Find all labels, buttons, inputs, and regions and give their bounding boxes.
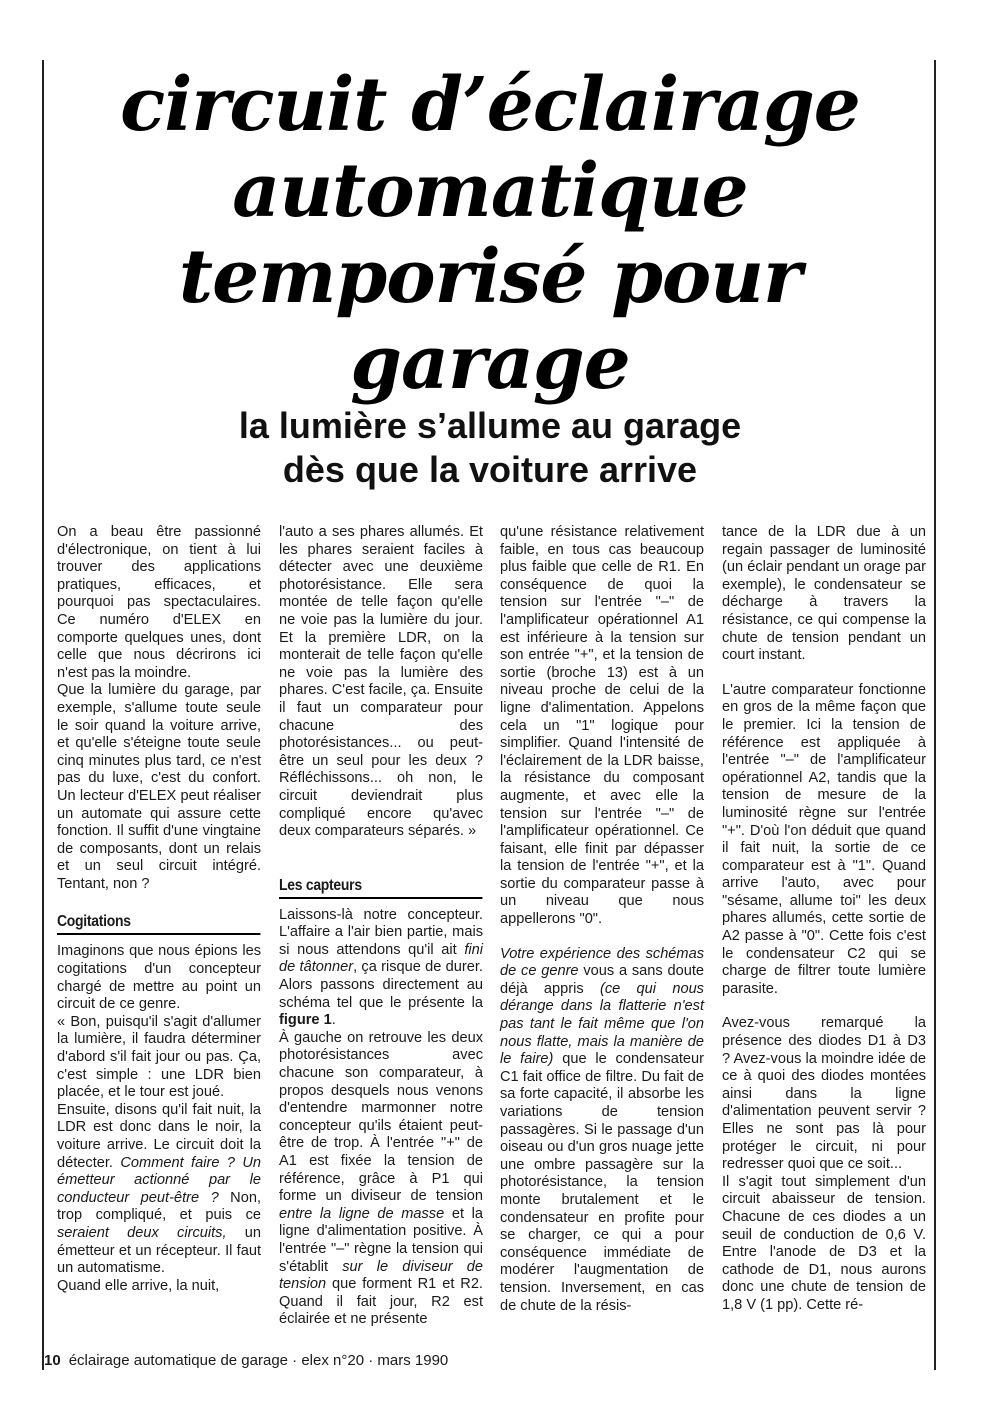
right-margin-rule [934,60,936,1370]
footer-text: éclairage automatique de garage · elex n°20 · mars 1990 [68,1352,449,1369]
paragraph: Laissons-là notre concepteur. L'affaire a l'air bien partie, mais si nous attendons qu'il ait fini de tâtonner, ça risque de durer. Alors passons directement au schéma tel que le présente la figure 1. [279,906,483,1029]
paragraph: À gauche on retrouve les deux photorésistances avec chacune son comparateur, à propos desquels nous venons d'entendre marmonner notre concepteur qu'ils étaient peut-être de trop. À l'entrée "+" de A1 est fixée la tension de référence, grâce à P1 qui forme un diviseur de tension entre la ligne de masse et la ligne d'alimentation positive. À l'entrée "–" règne la tension qui s'établit sur le diviseur de tension que forment R1 et R2. Quand il fait jour, R2 est éclairée et ne présente [279,1029,484,1328]
page-number: 10 [44,1352,61,1369]
section-heading-capteurs: Les capteurs [279,877,483,899]
text-column-2 [279,524,483,1329]
paragraph: Que la lumière du garage, par exemple, s'allume toute seule le soir quand la voiture arrive, et qu'elle s'éteigne toute seule cinq minutes plus tard, ce n'est pas du luxe, c'est du confort. Un lecteur d'ELEX peut réaliser un automate qui assure cette fonction. Il suffit d'une vingtaine de composants, dont un relais et un seul circuit intégré. Tentant, non ? [57,682,261,892]
page-footer [44,1352,448,1369]
left-margin-rule [42,60,44,1370]
title-line-1: circuit d’éclairage [120,62,860,148]
paragraph: « Bon, puisqu'il s'agit d'allumer la lumière, il faudra déterminer d'abord s'il fait jour ou pas. Ça, c'est simple : une LDR bien placée, et le tour est joué. [57,1013,261,1101]
title-line-3: temporisé pour [178,234,802,320]
section-heading-cogitations: Cogitations [57,913,261,935]
paragraph: Il s'agit tout simplement d'un circuit abaisseur de tension. Chacune de ces diodes a un seuil de conduction de 0,6 V. Entre l'anode de D3 et la cathode de D1, nous aurons donc une chute de tension de 1,8 V (1 pp). Cette ré- [722,1173,926,1313]
subtitle-line-1: la lumière s’allume au garage [238,405,742,446]
paragraph: Ensuite, disons qu'il fait nuit, la LDR est donc dans le noir, la voiture arrive. Le circuit doit la détecter. Comment faire ? Un émetteur actionné par le conducteur peut-être ? Non, trop compliqué, et puis ce seraient deux circuits, un émetteur et un récepteur. Il faut un automatisme. [57,1101,261,1277]
paragraph: qu'une résistance relativement faible, en tous cas beaucoup plus faible que celle de R1. En conséquence de quoi la tension sur l'entrée "–" de l'amplificateur opérationnel A1 est inférieure à la tension sur son entrée "+", et la tension de sortie (broche 13) est à un niveau proche de celui de la ligne d'alimentation. Appelons cela un "1" logique pour simplifier. Quand l'intensité de l'éclairement de la LDR baisse, la résistance du composant augmente, et avec elle la tension sur l'entrée "–" de l'amplificateur opérationnel. Ce faisant, elle finit par dépasser la tension de l'entrée "+", et la sortie du comparateur passe à un niveau que nous appellerons "0". [500,524,704,928]
title-line-4: garage [350,320,630,406]
subtitle-line-2: dès que la voiture arrive [282,449,698,490]
article-title [60,62,920,406]
paragraph: Avez-vous remarqué la présence des diodes D1 à D3 ? Avez-vous la moindre idée de ce à quoi des diodes montées ainsi dans la ligne d'alimentation peuvent servir ? Elles ne sont pas là pour protéger le circuit, ni pour redresser quoi que ce soit... [722,1015,926,1173]
paragraph: tance de la LDR due à un regain passager de luminosité (un éclair pendant un orage par exemple), le condensateur se décharge à travers la résistance, ce qui compense la chute de tension pendant un court instant. [722,524,926,664]
text-column-1 [57,524,261,1295]
text-column-3 [500,524,704,1315]
paragraph: Quand elle arrive, la nuit, [57,1277,220,1294]
paragraph: l'auto a ses phares allumés. Et les phares seraient faciles à détecter avec une deuxième photorésistance. Elle sera montée de telle façon qu'elle ne voie pas la lumière du jour. Et la première LDR, on la monterait de telle façon qu'elle ne voie pas la lumière des phares. C'est facile, ça. Ensuite il faut un comparateur pour chacune des photorésistances... ou peut-être un seul pour les deux ? Réfléchissons... oh non, le circuit deviendrait plus compliqué encore qu'avec deux comparateurs séparés. » [279,524,483,840]
title-line-2: automatique [232,148,748,234]
article-subtitle [60,404,920,492]
paragraph: On a beau être passionné d'électronique, on tient à lui trouver des applications pratiques, efficaces, et pourquoi pas spectaculaires. Ce numéro d'ELEX en comporte quelques unes, dont celle que nous décrirons ici n'est pas la moindre. [57,524,261,681]
text-column-4 [722,524,926,1315]
paragraph: Imaginons que nous épions les cogitations d'un concepteur chargé de mettre au point un circuit de ce genre. [57,943,261,1013]
paragraph: L'autre comparateur fonctionne en gros de la même façon que le premier. Ici la tension de référence est appliquée à l'entrée "–" de l'amplificateur opérationnel A2, tandis que la tension de mesure de la luminosité règne sur l'entrée "+". D'où l'on déduit que quand il fait nuit, la sortie de ce comparateur est à "1". Quand arrive l'auto, avec pour "sésame, allume toi" les deux phares allumés, cette sortie de A2 passe à "0". Cette fois c'est le condensateur C2 qui se charge de filtrer toute lumière parasite. [722,681,926,997]
paragraph: Votre expérience des schémas de ce genre vous a sans doute déjà appris (ce qui nous dérange dans la flatterie n'est pas tant le fait même que l'on nous flatte, mais la manière de le faire) que le condensateur C1 fait office de filtre. Du fait de sa forte capacité, il absorbe les variations de tension passagères. Si le passage d'un oiseau ou d'un gros nuage jette une ombre passagère sur la photorésistance, la tension monte brutalement et le condensateur en profite pour se charger, ce qui a pour conséquence immédiate de modérer l'augmentation de tension. Inversement, en cas de chute de la résis- [500,945,704,1314]
